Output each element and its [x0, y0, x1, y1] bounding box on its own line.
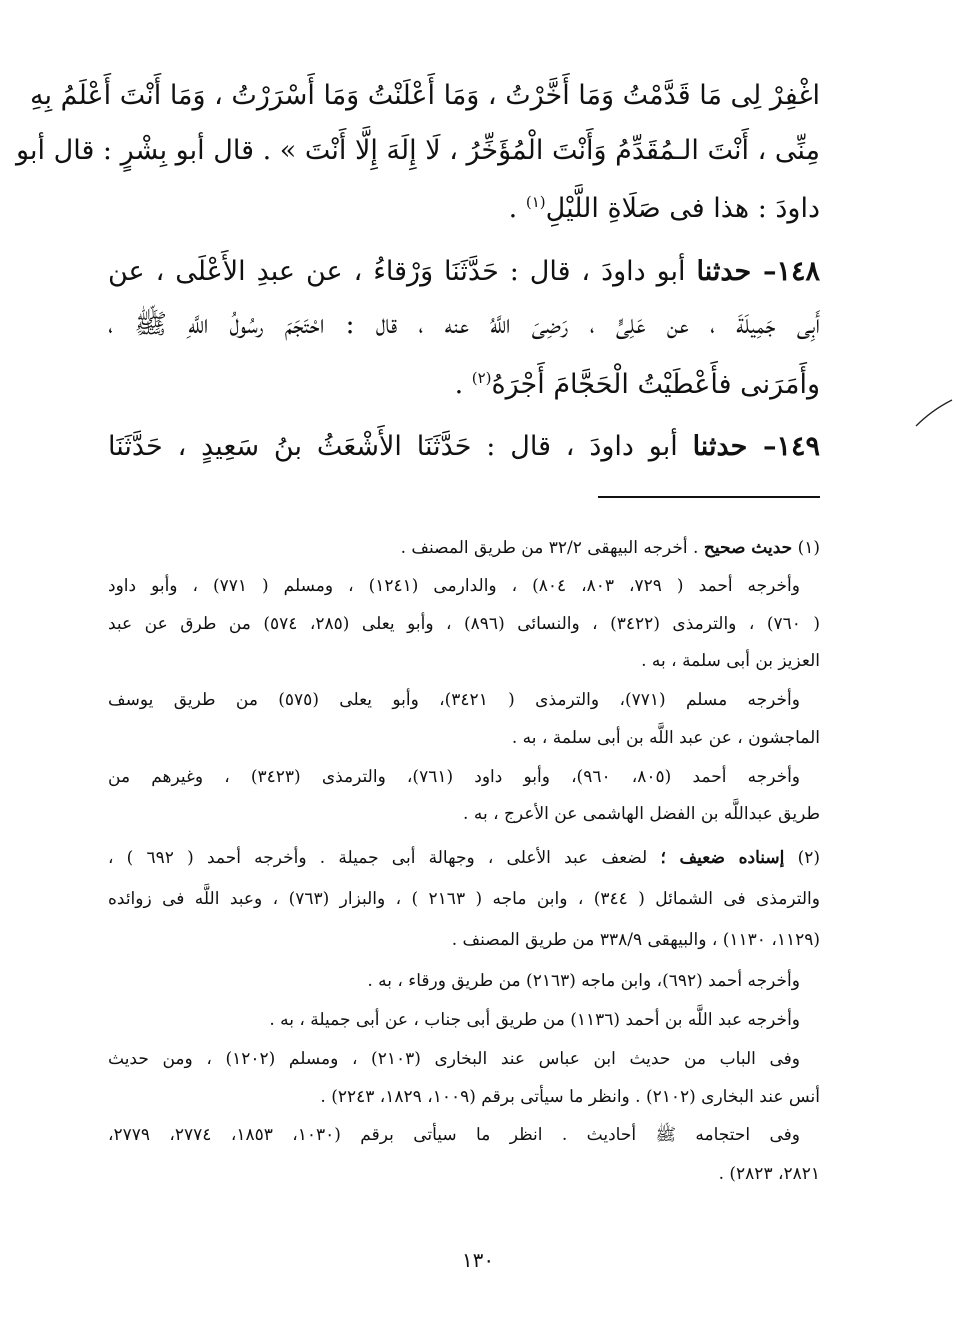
footnote-line: وأخرجه أحمد ( ٧٢٩، ٨٠٣، ٨٠٤) ، والدارمى (١٢٤١) ، ومسلم ( ٧٧١) ، وأبو داود [108, 576, 800, 596]
footnote-line: وأخرجه أحمد (٨٠٥، ٩٦٠)، وأبو داود (٧٦١)، والترمذى (٣٤٢٣) ، وغيرهم من [108, 767, 801, 787]
footnote-line: طريق عبداللَّه بن الفضل الهاشمى عن الأعرج ، به . [463, 804, 820, 824]
footnote-line: وفى الباب من حديث ابن عباس عند البخارى (٢١٠٣) ، ومسلم (١٢٠٢) ، ومن حديث [108, 1049, 800, 1069]
margin-pen-mark-icon [914, 396, 954, 432]
footnote-line [108, 845, 820, 871]
main-text-line: مِنِّى ، أَنْتَ الـمُقَدِّمُ وَأَنْتَ الْمُؤَخِّرُ ، لَا إِلَهَ إِلَّا أَنْتَ » . قال أبو بِشْرٍ : قال أبو [16, 135, 820, 166]
footnote-text: . أخرجه البيهقى ٣٢/٢ من طريق المصنف . [400, 538, 704, 558]
footnote-line: وأخرجه مسلم (٧٧١)، والترمذى ( ٣٤٢١)، وأبو يعلى (٥٧٥) من طريق يوسف [108, 690, 800, 710]
footnote-line: ( ٧٦٠) ، والترمذى (٣٤٢٢) ، والنسائى (٨٩٦) ، وأبو يعلى (٢٨٥، ٥٧٤) من طرق عن عبد [108, 614, 821, 634]
footnote-line: العزيز بن أبى سلمة ، به . [641, 651, 820, 671]
main-text-line [108, 182, 820, 229]
main-text-segment: داودَ : هذا فى صَلَاةِ اللَّيْلِ [545, 193, 820, 224]
hadith-148-line [108, 252, 820, 292]
footnote-grade: حديث صحيح [703, 538, 793, 558]
footnote-line [108, 535, 820, 561]
footnote-marker: (٢) [784, 848, 821, 868]
footnote-ref: (٢) [471, 369, 492, 387]
footnote-line: وأخرجه أحمد (٦٩٢)، وابن ماجه (٢١٦٣) من طريق ورقاء ، به . [367, 971, 800, 991]
footnote-ref: (١) [525, 193, 546, 211]
hadith-148-line [108, 358, 820, 405]
main-text-segment: أبو داودَ ، قال : حَدَّثَنَا الأَشْعَثُ بنُ سَعِيدٍ ، حَدَّثَنَا [108, 431, 693, 462]
footnote-line: الماجشون ، عن عبد اللَّه بن أبى سلمة ، به . [511, 728, 820, 748]
footnote-line: ٢٨٢١، ٢٨٢٣) . [718, 1164, 820, 1184]
hadith-number: ١٤٨– حدثنا [696, 256, 820, 287]
footnote-grade: إسناده ضعيف ؛ [660, 848, 785, 868]
main-text-segment: وأَمَرَنى فأَعْطَيْتُ الْحَجَّامَ أَجْرَهُ [491, 369, 820, 400]
hadith-149-line [108, 427, 820, 467]
hadith-148-line: أَبِى جَمِيلَةَ ، عن عَلِىٍّ ، رَضِىَ اللَّهُ عنه ، قال : احْتَجَمَ رسُولُ اللَّهِ ﷺ ، [108, 309, 820, 340]
footnote-line: وأخرجه عبد اللَّه بن أحمد (١١٣٦) من طريق أبى جناب ، عن أبى جميلة ، به . [269, 1010, 800, 1030]
footnote-line: أنس عند البخارى (٢١٠٢) . وانظر ما سيأتى برقم (١٠٠٩، ١٨٢٩، ٢٢٤٣) . [320, 1087, 820, 1107]
hadith-number: ١٤٩– حدثنا [692, 431, 820, 462]
main-text-segment: . [454, 369, 472, 400]
footnote-marker: (١) [792, 538, 820, 558]
footnote-divider [598, 496, 820, 498]
footnote-line: (١١٢٩، ١١٣٠) ، والبيهقى ٣٣٨/٩ من طريق المصنف . [451, 930, 820, 950]
main-text-segment: أبو داودَ ، قال : حَدَّثَنَا وَرْقاءُ ، عن عبدِ الأَعْلَى ، عن [108, 256, 697, 287]
footnote-text: لضعف عبد الأعلى ، وجهالة أبى جميلة . وأخرجه أحمد ( ٦٩٢ ) ، [108, 848, 661, 868]
footnote-line: وفى احتجامه ﷺ أحاديث . انظر ما سيأتى برقم (١٠٣٠، ١٨٥٣، ٢٧٧٤، ٢٧٧٩، [108, 1125, 800, 1145]
page-number: ١٣٠ [461, 1248, 495, 1272]
main-text-segment: . [508, 193, 526, 224]
footnote-line: والترمذى فى الشمائل ( ٣٤٤) ، وابن ماجه ( ٢١٦٣ ) ، والبزار (٧٦٣) ، وعبد اللَّه فى زوائده [108, 889, 820, 909]
main-text-line: اغْفِرْ لِى مَا قَدَّمْتُ وَمَا أَخَّرْتُ ، وَمَا أَعْلَنْتُ وَمَا أَسْرَرْتُ ، وَمَا أَنْتَ أَعْلَمُ بِهِ [30, 80, 820, 111]
